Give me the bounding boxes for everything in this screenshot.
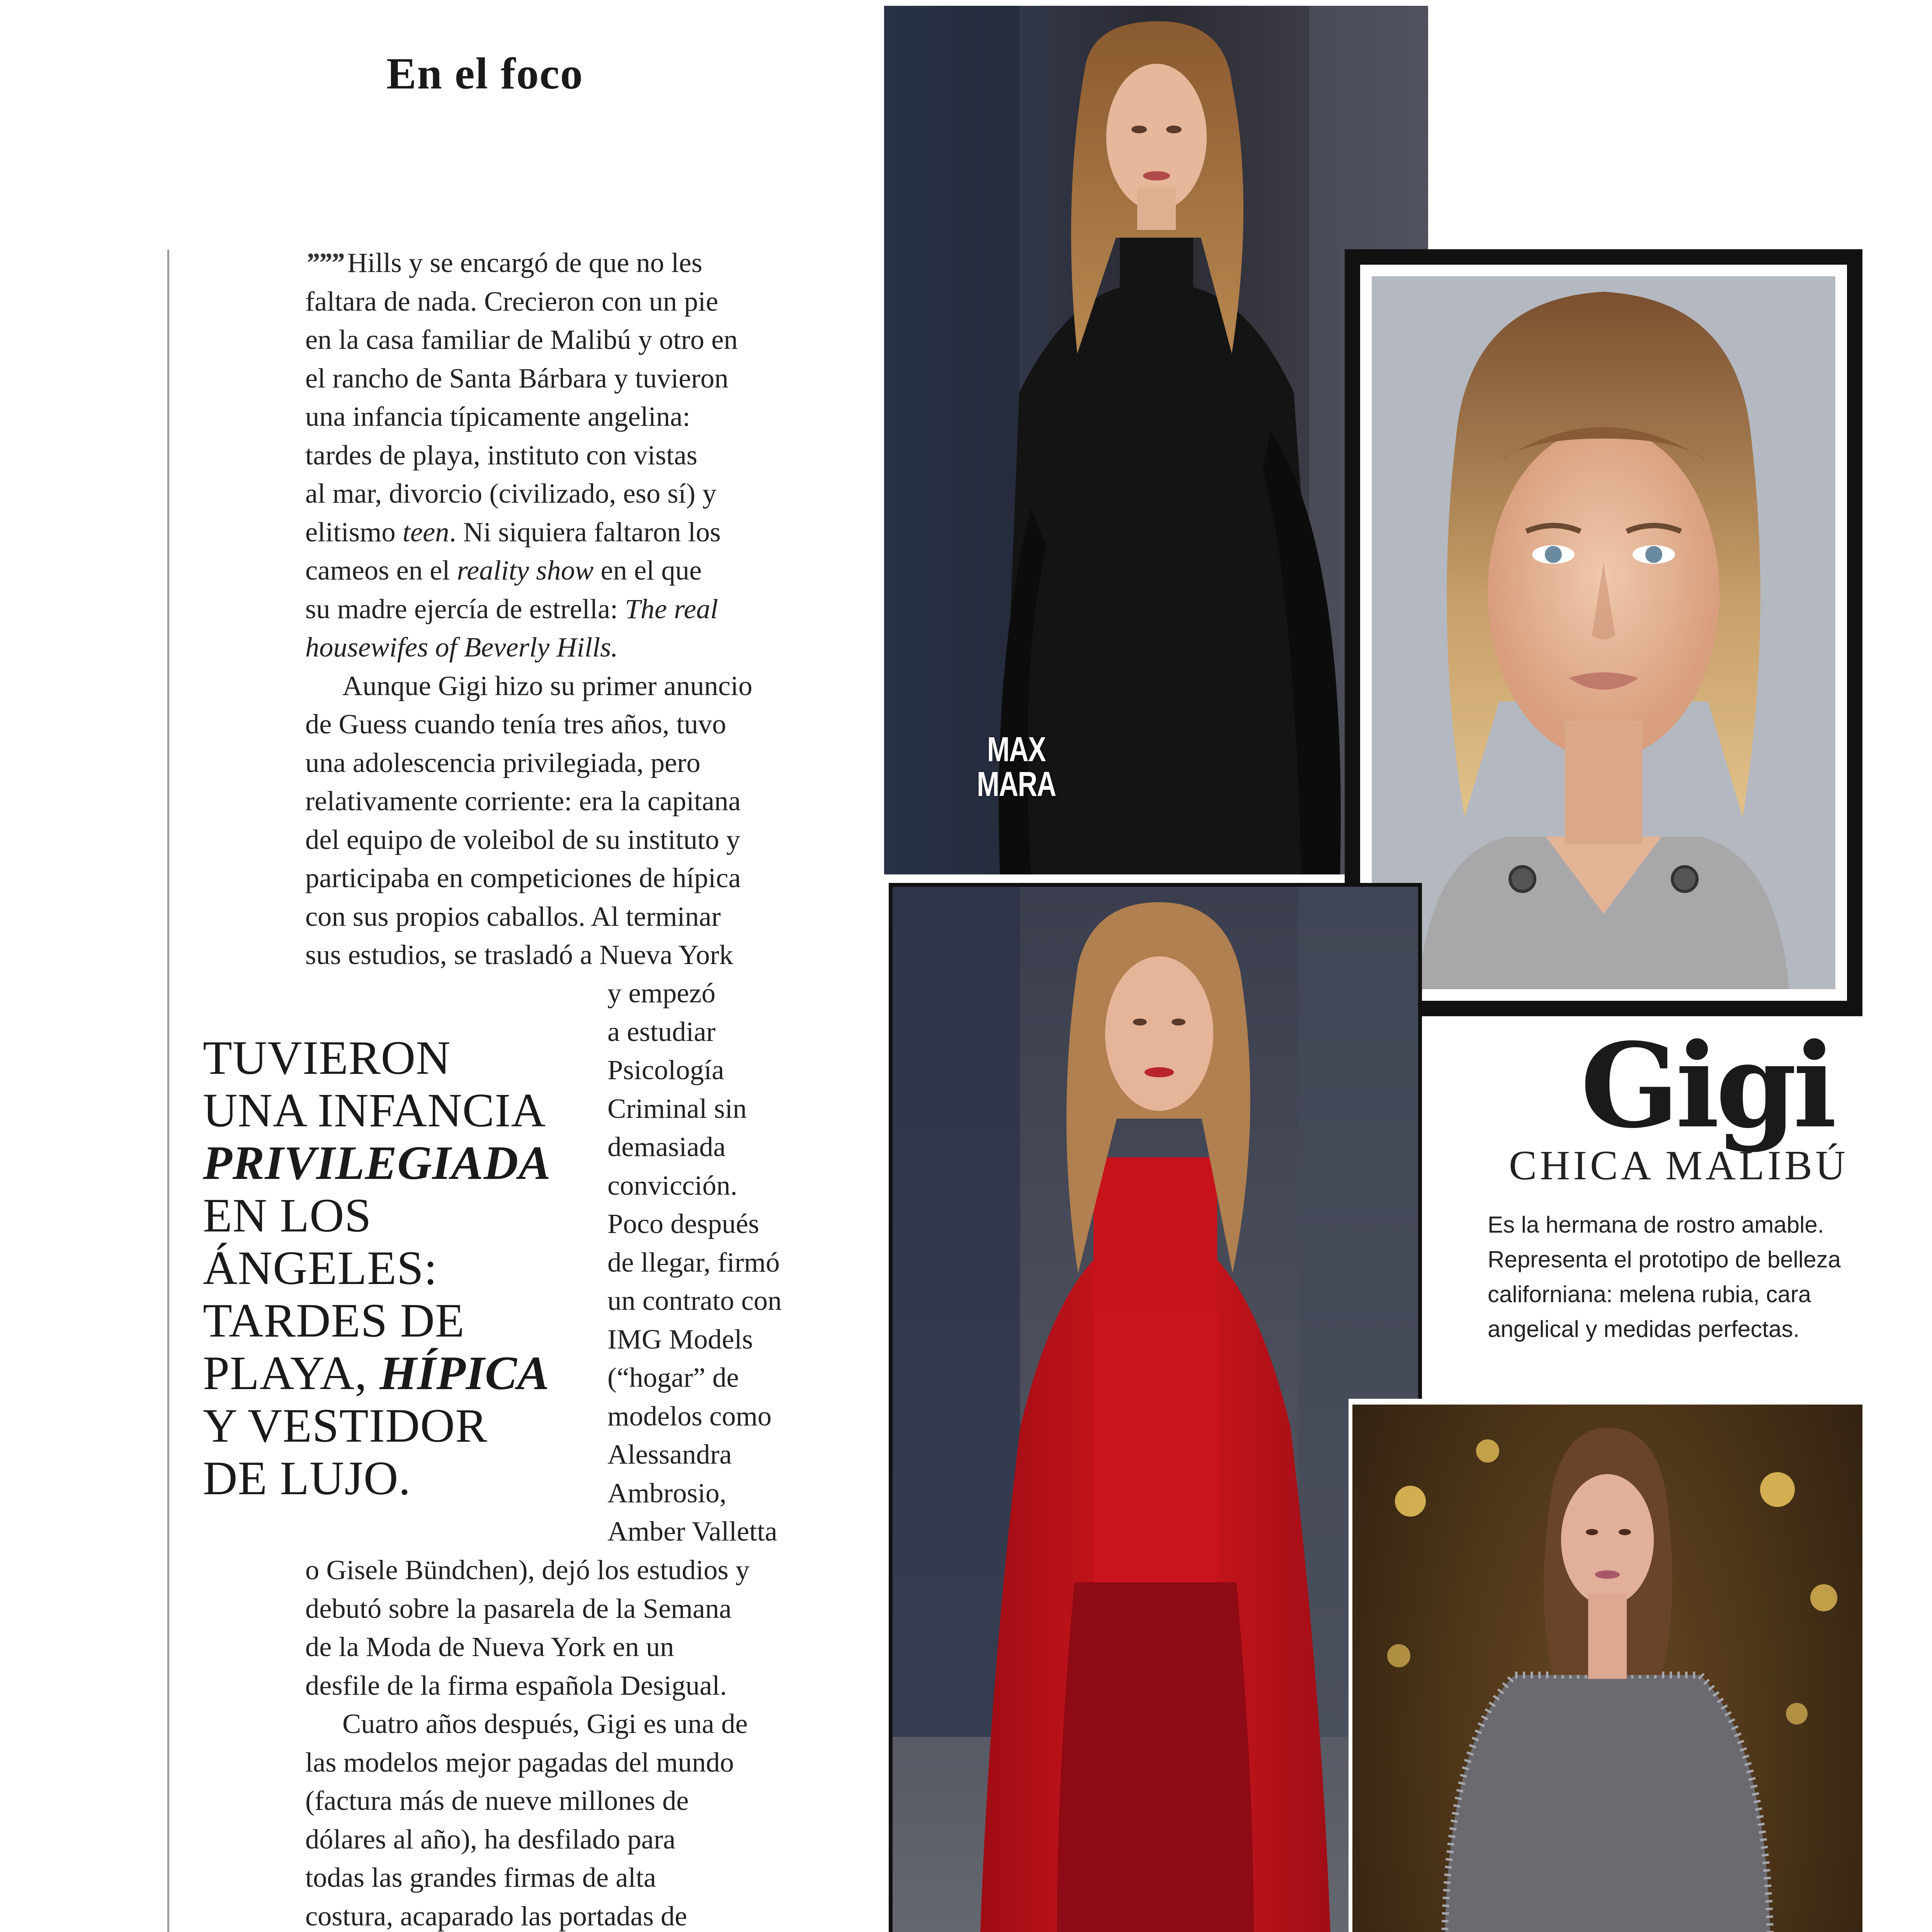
- photo-red-outfit: [893, 887, 1418, 1932]
- article-line: Cuatro años después, Gigi es una de: [342, 1708, 748, 1739]
- article-line: las modelos mejor pagadas del mundo: [305, 1746, 734, 1778]
- article-line: de la Moda de Nueva York en un: [305, 1631, 674, 1662]
- brand-label-top: MAX MARA: [977, 730, 1056, 804]
- article-line: o Gisele Bündchen), dejó los estudios y: [305, 1554, 750, 1585]
- article-line: en la casa familiar de Malibú y otro en: [305, 324, 738, 355]
- article-line: con sus propios caballos. Al terminar: [305, 900, 721, 932]
- article-line: faltara de nada. Crecieron con un pie: [305, 285, 718, 317]
- article-line: costura, acaparado las portadas de: [305, 1900, 687, 1932]
- article-line: Alessandra: [607, 1439, 732, 1470]
- article-line: (“hogar” de: [607, 1362, 739, 1393]
- article-body-bottom: [305, 1551, 750, 1932]
- article-body-top: [305, 243, 752, 974]
- pull-quote: TUVIERON UNA INFANCIA PRIVILEGIADA EN LOS ÁNGELES: TARDES DE PLAYA, HÍPICA Y VESTIDOR DE LUJO.: [203, 1031, 551, 1505]
- article-line: a estudiar: [607, 1015, 716, 1047]
- article-line: relativamente corriente: era la capitana: [305, 785, 741, 816]
- column-rule: [167, 250, 169, 1932]
- article-line: una adolescencia privilegiada, pero: [305, 747, 701, 778]
- article-body-narrow: [607, 974, 782, 1551]
- article-line: participaba en competiciones de hípica: [305, 862, 741, 893]
- article-line: todas las grandes firmas de alta: [305, 1862, 656, 1893]
- article-line: de Guess cuando tenía tres años, tuvo: [305, 708, 726, 740]
- profile-name: Gigi: [1580, 1017, 1833, 1154]
- article-line: debutó sobre la pasarela de la Semana: [305, 1592, 732, 1624]
- article-line: el rancho de Santa Bárbara y tuvieron: [305, 362, 729, 394]
- article-line: su madre ejercía de estrella: The real: [305, 593, 718, 624]
- article-line: elitismo teen. Ni siquiera faltaron los: [305, 516, 721, 548]
- photo-portrait: [1372, 276, 1835, 989]
- article-line: housewifes of Beverly Hills.: [305, 631, 618, 663]
- photo-sparkle-outfit: [1352, 1405, 1862, 1932]
- article-line: ””” Hills y se encargó de que no les: [305, 247, 702, 278]
- article-line: Psicología: [607, 1054, 724, 1085]
- article-line: cameos en el reality show en el que: [305, 554, 702, 586]
- profile-subtitle: CHICA MALIBÚ: [1509, 1143, 1849, 1189]
- article-line: convicción.: [607, 1169, 738, 1201]
- quote-mark-icon: ”””: [305, 247, 343, 278]
- article-line: de llegar, firmó: [607, 1246, 780, 1278]
- article-line: desfile de la firma española Desigual.: [305, 1669, 727, 1701]
- article-line: IMG Models: [607, 1323, 753, 1355]
- article-line: (factura más de nueve millones de: [305, 1785, 689, 1816]
- article-line: Poco después: [607, 1208, 759, 1239]
- article-line: al mar, divorcio (civilizado, eso sí) y: [305, 478, 717, 509]
- article-line: sus estudios, se trasladó a Nueva York: [305, 939, 733, 970]
- section-title: En el foco: [386, 49, 583, 99]
- article-line: Ambrosio,: [607, 1477, 727, 1509]
- article-line: Amber Valletta: [607, 1515, 777, 1547]
- article-line: Aunque Gigi hizo su primer anuncio: [342, 670, 753, 701]
- article-line: del equipo de voleibol de su instituto y: [305, 823, 740, 855]
- article-line: demasiada: [607, 1131, 726, 1162]
- article-line: y empezó: [607, 977, 716, 1009]
- profile-description: Es la hermana de rostro amable. Representa el prototipo de belleza californiana: melena rubia, cara angelical y medidas perfectas.: [1488, 1212, 1841, 1342]
- article-line: Criminal sin: [607, 1092, 747, 1124]
- article-line: tardes de playa, instituto con vistas: [305, 439, 697, 471]
- article-line: modelos como: [607, 1400, 772, 1432]
- article-line: una infancia típicamente angelina:: [305, 401, 690, 432]
- article-line: dólares al año), ha desfilado para: [305, 1823, 676, 1855]
- article-line: un contrato con: [607, 1285, 782, 1316]
